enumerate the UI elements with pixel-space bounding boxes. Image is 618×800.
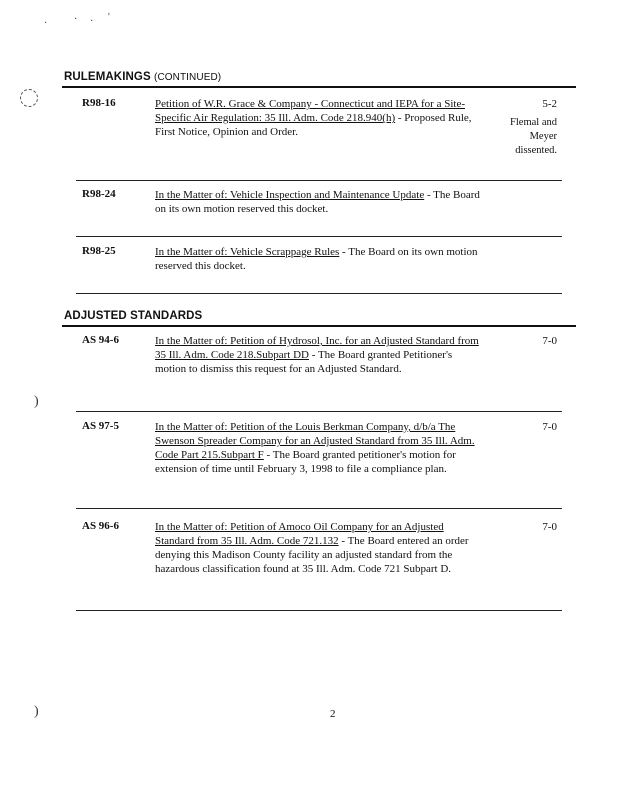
docket-number: AS 94-6	[82, 334, 119, 346]
adjusted-standards-heading: ADJUSTED STANDARDS	[64, 310, 203, 322]
rulemakings-heading	[64, 71, 221, 83]
entry-title: Petition of W.R. Grace & Company - Connecticut and IEPA for a Site-Specific Air Regulation: 35 Ill. Adm. Code 218.940(h)	[155, 98, 465, 124]
entry-description	[155, 520, 485, 576]
entry-divider	[76, 293, 562, 294]
vote-count: 7-0	[542, 335, 557, 347]
entry-text: - The Board granted petitioner's motion for extension of time until February 3, 1998 to file a compliance plan.	[155, 449, 456, 475]
rulemakings-heading-continued: (CONTINUED)	[154, 72, 222, 83]
margin-mark: )	[34, 704, 39, 719]
vote-note-line: dissented.	[515, 145, 557, 156]
entry-divider	[76, 610, 562, 611]
entry-description	[155, 245, 485, 273]
entry-text: - The Board on its own motion reserved this docket.	[155, 246, 478, 272]
margin-mark: )	[34, 394, 39, 409]
scan-speck: '	[108, 12, 110, 23]
entry-title: In the Matter of: Vehicle Inspection and Maintenance Update	[155, 189, 425, 201]
vote-note	[485, 116, 557, 158]
rulemakings-heading-main: RULEMAKINGS	[64, 71, 151, 83]
entry-text: - The Board granted Petitioner's motion to dismiss this request for an Adjusted Standard.	[155, 349, 453, 375]
entry-title: In the Matter of: Vehicle Scrappage Rules	[155, 246, 340, 258]
vote-tally: 5-2	[542, 98, 557, 110]
docket-number: AS 97-5	[82, 420, 119, 432]
entry-description	[155, 334, 485, 376]
entry-description	[155, 188, 485, 216]
docket-number: R98-24	[82, 188, 116, 200]
vote-note-line: Flemal and	[510, 117, 557, 128]
scan-speck: ·	[44, 18, 48, 29]
section-divider	[62, 325, 576, 327]
entry-description	[155, 420, 485, 476]
docket-number: R98-25	[82, 245, 116, 257]
entry-description	[155, 97, 485, 139]
scan-speck: ·	[90, 16, 94, 27]
entry-title: In the Matter of: Petition of Amoco Oil Company for an Adjusted Standard from 35 Ill. Adm. Code 721.132	[155, 521, 444, 547]
entry-title: In the Matter of: Petition of Hydrosol, Inc. for an Adjusted Standard from 35 Ill. Adm. Code 218.Subpart DD	[155, 335, 479, 361]
scan-speck: ·	[74, 14, 78, 25]
page-number: 2	[330, 708, 336, 720]
entry-text: - Proposed Rule, First Notice, Opinion and Order.	[155, 112, 472, 138]
vote-count: 7-0	[542, 521, 557, 533]
docket-number: AS 96-6	[82, 520, 119, 532]
entry-divider	[76, 411, 562, 412]
entry-title: In the Matter of: Petition of the Louis Berkman Company, d/b/a The Swenson Spreader Company for an Adjusted Standard from 35 Ill. Adm. Code Part 215.Subpart F	[155, 421, 475, 461]
section-divider	[62, 86, 576, 88]
vote-note-line: Meyer	[529, 131, 557, 142]
entry-divider	[76, 236, 562, 237]
stamp-mark	[20, 89, 38, 107]
vote-count: 7-0	[542, 421, 557, 433]
entry-text: - The Board on its own motion reserved this docket.	[155, 189, 480, 215]
entry-text: - The Board entered an order denying this Madison County facility an adjusted standard from the hazardous classification found at 35 Ill. Adm. Code 721 Subpart D.	[155, 535, 469, 575]
entry-divider	[76, 180, 562, 181]
vote-count	[495, 97, 557, 111]
entry-divider	[76, 508, 562, 509]
docket-number: R98-16	[82, 97, 116, 109]
